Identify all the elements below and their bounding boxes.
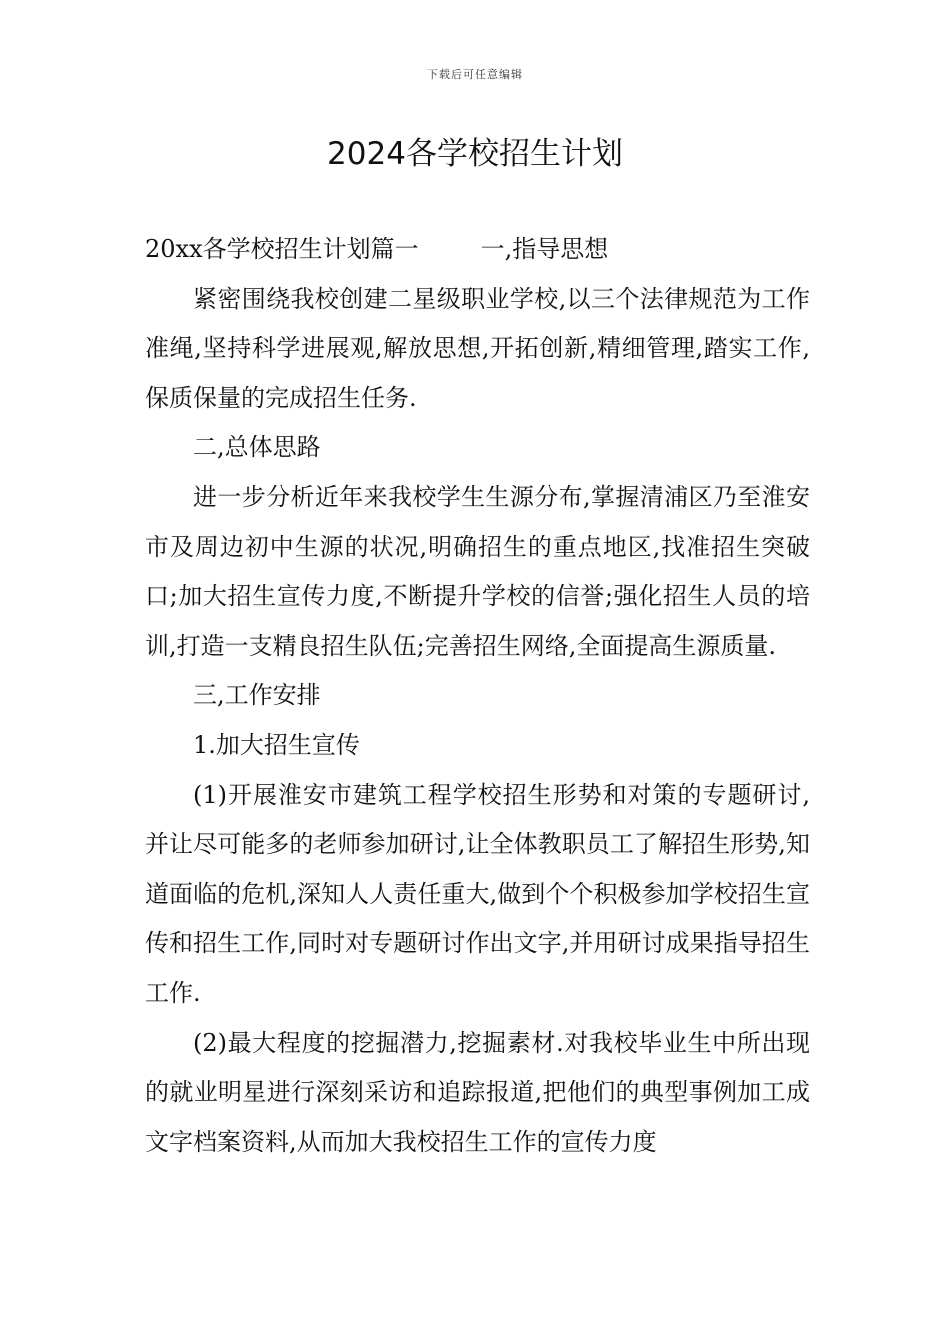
subsection-heading-publicity: 1.加大招生宣传 bbox=[193, 730, 360, 759]
paragraph-guiding-thought: 紧密围绕我校创建二星级职业学校,以三个法律规范为工作准绳,坚持科学进展观,解放思想,开拓创新,精细管理,踏实工作,保质保量的完成招生任务. bbox=[145, 284, 810, 412]
header-note: 下载后可任意编辑 bbox=[427, 68, 523, 81]
section-heading-work-arrangement: 三,工作安排 bbox=[193, 681, 321, 710]
section-heading-intro: 20xx各学校招生计划篇一 bbox=[145, 235, 419, 263]
document-title: 2024各学校招生计划 bbox=[327, 136, 623, 172]
paragraph-item-2: (2)最大程度的挖掘潜力,挖掘素材.对我校毕业生中所出现的就业明星进行深刻采访和追踪报道,把他们的典型事例加工成文字档案资料,从而加大我校招生工作的宣传力度 bbox=[145, 1028, 810, 1156]
paragraph-overall-approach: 进一步分析近年来我校学生生源分布,掌握清浦区乃至淮安市及周边初中生源的状况,明确招生的重点地区,找准招生突破口;加大招生宣传力度,不断提升学校的信誉;强化招生人员的培训,打造一支精良招生队伍;完善招生网络,全面提高生源质量. bbox=[145, 482, 810, 660]
document-body bbox=[145, 225, 810, 1167]
section-heading-guiding-thought: 一,指导思想 bbox=[480, 235, 609, 263]
intro-line bbox=[145, 225, 810, 275]
section-heading-overall-approach: 二,总体思路 bbox=[193, 433, 321, 462]
paragraph-item-1: (1)开展淮安市建筑工程学校招生形势和对策的专题研讨,并让尽可能多的老师参加研讨,让全体教职员工了解招生形势,知道面临的危机,深知人人责任重大,做到个个积极参加学校招生宣传和招生工作,同时对专题研讨作出文字,并用研讨成果指导招生工作. bbox=[145, 780, 810, 1007]
